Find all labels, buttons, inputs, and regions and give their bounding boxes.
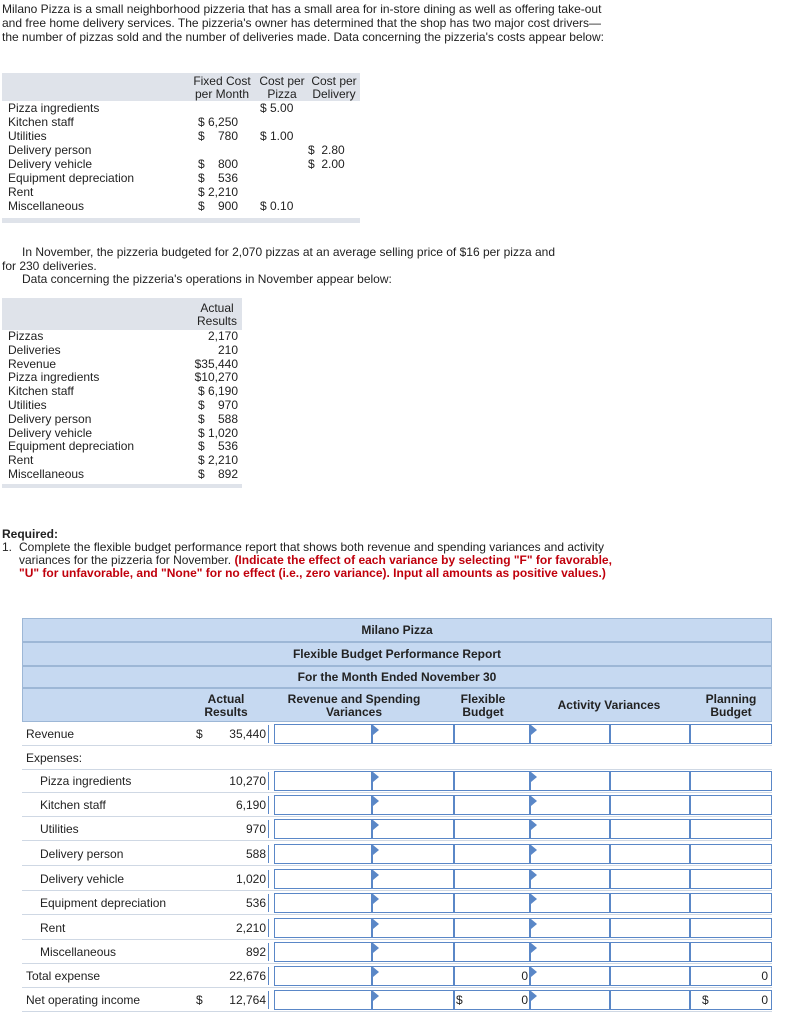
actual-row-label: Revenue bbox=[8, 356, 57, 371]
flexible-budget-input[interactable] bbox=[454, 942, 530, 962]
revenue-spending-variance-input[interactable] bbox=[274, 819, 372, 839]
activity-effect-select[interactable] bbox=[530, 795, 610, 815]
revenue-spending-effect-select[interactable] bbox=[372, 990, 454, 1010]
actual-row-value: 2,170 bbox=[207, 329, 238, 343]
activity-effect-select[interactable] bbox=[530, 724, 610, 744]
header-actual-results: Actual Results bbox=[196, 301, 237, 328]
budget-paragraph-line2: for 230 deliveries. bbox=[2, 259, 97, 273]
cost-pizza-value: $ 1.00 bbox=[260, 129, 294, 143]
actual-amount: 892 bbox=[245, 945, 266, 959]
actual-amount: 536 bbox=[245, 896, 266, 910]
activity-effect-select[interactable] bbox=[530, 893, 610, 913]
report-period: For the Month Ended November 30 bbox=[22, 666, 772, 688]
activity-variance-input[interactable] bbox=[610, 771, 690, 791]
cost-fixed-value: $ 800 bbox=[198, 157, 239, 171]
actual-row-label: Utilities bbox=[8, 398, 47, 412]
report-row-divider bbox=[22, 816, 772, 817]
revenue-spending-effect-select[interactable] bbox=[372, 942, 454, 962]
actual-amount: 2,210 bbox=[235, 921, 266, 935]
activity-effect-select[interactable] bbox=[530, 819, 610, 839]
header-fixed-cost: Fixed Cost per Month bbox=[193, 74, 251, 101]
planning-budget-input[interactable] bbox=[690, 844, 772, 864]
actual-amount: 588 bbox=[245, 847, 266, 861]
activity-variance-input[interactable] bbox=[610, 819, 690, 839]
cost-table-footer bbox=[2, 218, 360, 223]
revenue-spending-variance-input[interactable] bbox=[274, 795, 372, 815]
actual-results-table bbox=[2, 298, 242, 488]
revenue-spending-effect-select[interactable] bbox=[372, 893, 454, 913]
report-row-label: Total expense bbox=[26, 969, 101, 983]
cost-delivery-value: $ 2.00 bbox=[308, 157, 345, 171]
flexible-budget-input[interactable] bbox=[454, 771, 530, 791]
noi-planning-value: 0 bbox=[761, 993, 768, 1007]
cost-row-label: Rent bbox=[8, 185, 34, 199]
cost-row-label: Pizza ingredients bbox=[8, 101, 100, 115]
actual-table-footer bbox=[2, 484, 242, 488]
cost-row-label: Delivery person bbox=[8, 143, 92, 157]
actual-amount-divider bbox=[268, 870, 269, 888]
report-row-label: Expenses: bbox=[26, 751, 83, 765]
actual-row-value: $ 1,020 bbox=[197, 425, 238, 440]
actual-dollar-sign: $ bbox=[196, 727, 203, 741]
activity-variance-input[interactable] bbox=[610, 990, 690, 1010]
activity-variance-input[interactable] bbox=[610, 869, 690, 889]
revenue-spending-effect-select[interactable] bbox=[372, 918, 454, 938]
report-row-divider bbox=[22, 745, 772, 746]
cost-row-label: Delivery vehicle bbox=[8, 157, 93, 171]
activity-variance-input[interactable] bbox=[610, 942, 690, 962]
cost-row-label: Miscellaneous bbox=[8, 199, 85, 213]
actual-row-value: $ 2,210 bbox=[197, 453, 238, 468]
actual-amount-divider bbox=[268, 943, 269, 961]
report-row-divider bbox=[22, 792, 772, 793]
required-section bbox=[2, 528, 612, 580]
report-row-label: Net operating income bbox=[26, 993, 141, 1007]
flexible-budget-input[interactable] bbox=[454, 869, 530, 889]
actual-row-label: Equipment depreciation bbox=[8, 439, 135, 454]
col-actual-results: Actual Results bbox=[204, 692, 248, 719]
required-instructions: (Indicate the effect of each variance by selecting "F" for favorable, "U" for unfavorable, and "None" for no effect (i.e., zero variance). Input all amounts as positive values.) bbox=[19, 553, 612, 580]
flexible-budget-input[interactable] bbox=[454, 918, 530, 938]
report-row-divider bbox=[22, 769, 772, 770]
actual-row-label: Pizzas bbox=[8, 329, 44, 343]
required-title: Required: bbox=[2, 527, 59, 541]
actual-row-label: Kitchen staff bbox=[8, 384, 74, 399]
report-row-label: Utilities bbox=[40, 822, 79, 836]
report-row-label: Delivery vehicle bbox=[40, 872, 125, 886]
planning-budget-input[interactable] bbox=[690, 724, 772, 744]
cost-pizza-value: $ 5.00 bbox=[260, 101, 294, 115]
noi-flexible-value: 0 bbox=[521, 993, 528, 1007]
cost-fixed-value: $ 780 bbox=[198, 129, 239, 143]
report-row-divider bbox=[22, 914, 772, 915]
cost-row-label: Kitchen staff bbox=[8, 115, 74, 129]
budget-paragraph-line1: In November, the pizzeria budgeted for 2,070 pizzas at an average selling price of $16 per pizza and bbox=[22, 245, 555, 259]
planning-budget-input[interactable] bbox=[690, 819, 772, 839]
flexible-budget-input[interactable] bbox=[454, 844, 530, 864]
activity-variance-input[interactable] bbox=[610, 795, 690, 815]
flexible-budget-report bbox=[22, 618, 772, 1011]
activity-effect-select[interactable] bbox=[530, 844, 610, 864]
revenue-spending-effect-select[interactable] bbox=[372, 724, 454, 744]
flexible-budget-input[interactable] bbox=[454, 724, 530, 744]
actual-amount-divider bbox=[268, 894, 269, 912]
actual-row-value: $ 536 bbox=[197, 439, 238, 454]
intro-paragraph: Milano Pizza is a small neighborhood pizzeria that has a small area for in-store dining as well as offering take-out and free home delivery services. The pizzeria's owner has determined that the shop has two major cost drivers—the number of pizzas sold and the number of deliveries made. Data concerning the pizzeria's costs appear below: bbox=[2, 2, 604, 44]
actual-amount-divider bbox=[268, 725, 269, 743]
flexible-budget-input[interactable] bbox=[454, 795, 530, 815]
activity-effect-select[interactable] bbox=[530, 771, 610, 791]
revenue-spending-variance-input[interactable] bbox=[274, 942, 372, 962]
col-revenue-spending-variances: Revenue and Spending Variances bbox=[287, 692, 421, 719]
revenue-spending-variance-input[interactable] bbox=[274, 966, 372, 986]
report-row-label: Miscellaneous bbox=[40, 945, 117, 959]
revenue-spending-variance-input[interactable] bbox=[274, 990, 372, 1010]
header-cost-per-pizza: Cost per Pizza bbox=[259, 74, 305, 101]
report-row-divider bbox=[22, 939, 772, 940]
actual-amount-divider bbox=[268, 796, 269, 814]
activity-effect-select[interactable] bbox=[530, 918, 610, 938]
actual-amount-divider bbox=[268, 919, 269, 937]
actual-amount-divider bbox=[268, 845, 269, 863]
planning-budget-input[interactable] bbox=[690, 795, 772, 815]
revenue-spending-variance-input[interactable] bbox=[274, 771, 372, 791]
report-row-divider bbox=[22, 840, 772, 841]
report-title: Milano Pizza bbox=[22, 618, 772, 642]
actual-row-value: $10,270 bbox=[194, 370, 238, 385]
planning-budget-input[interactable] bbox=[690, 893, 772, 913]
actual-amount: 35,440 bbox=[229, 727, 266, 741]
actual-amount: 22,676 bbox=[229, 969, 266, 983]
flexible-budget-input[interactable] bbox=[454, 893, 530, 913]
col-flexible-budget: Flexible Budget bbox=[460, 692, 506, 719]
total-expense-planning-value: 0 bbox=[761, 969, 768, 983]
actual-amount-divider bbox=[268, 991, 269, 1009]
revenue-spending-effect-select[interactable] bbox=[372, 819, 454, 839]
cost-delivery-value: $ 2.80 bbox=[308, 143, 345, 157]
col-planning-budget: Planning Budget bbox=[705, 692, 757, 719]
revenue-spending-effect-select[interactable] bbox=[372, 771, 454, 791]
actual-amount: 970 bbox=[245, 822, 266, 836]
col-activity-variances: Activity Variances bbox=[557, 698, 661, 712]
revenue-spending-effect-select[interactable] bbox=[372, 869, 454, 889]
revenue-spending-variance-input[interactable] bbox=[274, 918, 372, 938]
report-row-divider bbox=[22, 987, 772, 988]
revenue-spending-variance-input[interactable] bbox=[274, 844, 372, 864]
report-row-label: Delivery person bbox=[40, 847, 124, 861]
report-row-divider bbox=[22, 963, 772, 964]
noi-flexible-dollar-sign: $ bbox=[456, 993, 463, 1007]
actual-row-value: $ 588 bbox=[197, 411, 238, 426]
revenue-spending-variance-input[interactable] bbox=[274, 724, 372, 744]
report-row-label: Kitchen staff bbox=[40, 798, 106, 812]
activity-effect-select[interactable] bbox=[530, 869, 610, 889]
report-row-divider bbox=[22, 890, 772, 891]
header-cost-per-delivery: Cost per Delivery bbox=[311, 74, 357, 101]
cost-pizza-value: $ 0.10 bbox=[260, 199, 294, 213]
planning-budget-input[interactable] bbox=[690, 942, 772, 962]
revenue-spending-effect-select[interactable] bbox=[372, 844, 454, 864]
actual-amount-divider bbox=[268, 820, 269, 838]
revenue-spending-effect-select[interactable] bbox=[372, 966, 454, 986]
required-item-1 bbox=[2, 541, 612, 580]
cost-fixed-value: $ 6,250 bbox=[198, 115, 239, 129]
actual-amount-divider bbox=[268, 967, 269, 985]
activity-effect-select[interactable] bbox=[530, 942, 610, 962]
report-subtitle: Flexible Budget Performance Report bbox=[22, 642, 772, 666]
activity-variance-input[interactable] bbox=[610, 893, 690, 913]
actual-row-label: Rent bbox=[8, 453, 34, 468]
activity-variance-input[interactable] bbox=[610, 724, 690, 744]
actual-row-value: $ 892 bbox=[197, 467, 238, 481]
actual-amount-divider bbox=[268, 772, 269, 790]
actual-row-value: $35,440 bbox=[194, 356, 238, 371]
revenue-spending-variance-input[interactable] bbox=[274, 869, 372, 889]
planning-budget-input[interactable] bbox=[690, 918, 772, 938]
report-row-label: Equipment depreciation bbox=[40, 896, 167, 910]
actual-row-value: $ 970 bbox=[197, 398, 238, 412]
planning-budget-input[interactable] bbox=[690, 869, 772, 889]
actual-row-label: Delivery vehicle bbox=[8, 425, 93, 440]
cost-row-label: Utilities bbox=[8, 129, 47, 143]
cost-fixed-value: $ 900 bbox=[198, 199, 239, 213]
report-row-label: Pizza ingredients bbox=[40, 774, 132, 788]
report-row-label: Revenue bbox=[26, 727, 75, 741]
required-text: Complete the flexible budget performance report that shows both revenue and spending variances and activity variances for the pizzeria for November. bbox=[19, 540, 605, 567]
operations-paragraph: Data concerning the pizzeria's operations in November appear below: bbox=[22, 272, 392, 286]
cost-row-label: Equipment depreciation bbox=[8, 171, 135, 185]
actual-row-value: $ 6,190 bbox=[197, 384, 238, 399]
required-item-number: 1. bbox=[2, 540, 13, 554]
revenue-spending-variance-input[interactable] bbox=[274, 893, 372, 913]
actual-row-value: 210 bbox=[217, 342, 238, 357]
report-row-divider bbox=[22, 1011, 772, 1012]
cost-fixed-value: $ 2,210 bbox=[198, 185, 239, 199]
report-row-label: Rent bbox=[40, 921, 66, 935]
actual-amount: 12,764 bbox=[229, 993, 266, 1007]
planning-budget-input[interactable] bbox=[690, 771, 772, 791]
activity-variance-input[interactable] bbox=[610, 966, 690, 986]
revenue-spending-effect-select[interactable] bbox=[372, 795, 454, 815]
actual-amount: 1,020 bbox=[235, 872, 266, 886]
actual-row-label: Miscellaneous bbox=[8, 467, 85, 481]
activity-effect-select[interactable] bbox=[530, 990, 610, 1010]
flexible-budget-input[interactable] bbox=[454, 819, 530, 839]
noi-planning-dollar-sign: $ bbox=[702, 993, 709, 1007]
report-row-divider bbox=[22, 865, 772, 866]
activity-variance-input[interactable] bbox=[610, 844, 690, 864]
actual-dollar-sign: $ bbox=[196, 993, 203, 1007]
actual-row-label: Deliveries bbox=[8, 342, 61, 357]
cost-fixed-value: $ 536 bbox=[198, 171, 239, 185]
actual-row-label: Delivery person bbox=[8, 411, 92, 426]
cost-table bbox=[2, 73, 360, 222]
activity-variance-input[interactable] bbox=[610, 918, 690, 938]
actual-row-label: Pizza ingredients bbox=[8, 370, 100, 385]
actual-amount: 10,270 bbox=[229, 774, 266, 788]
actual-amount: 6,190 bbox=[235, 798, 266, 812]
total-expense-flexible-value: 0 bbox=[521, 969, 528, 983]
activity-effect-select[interactable] bbox=[530, 966, 610, 986]
